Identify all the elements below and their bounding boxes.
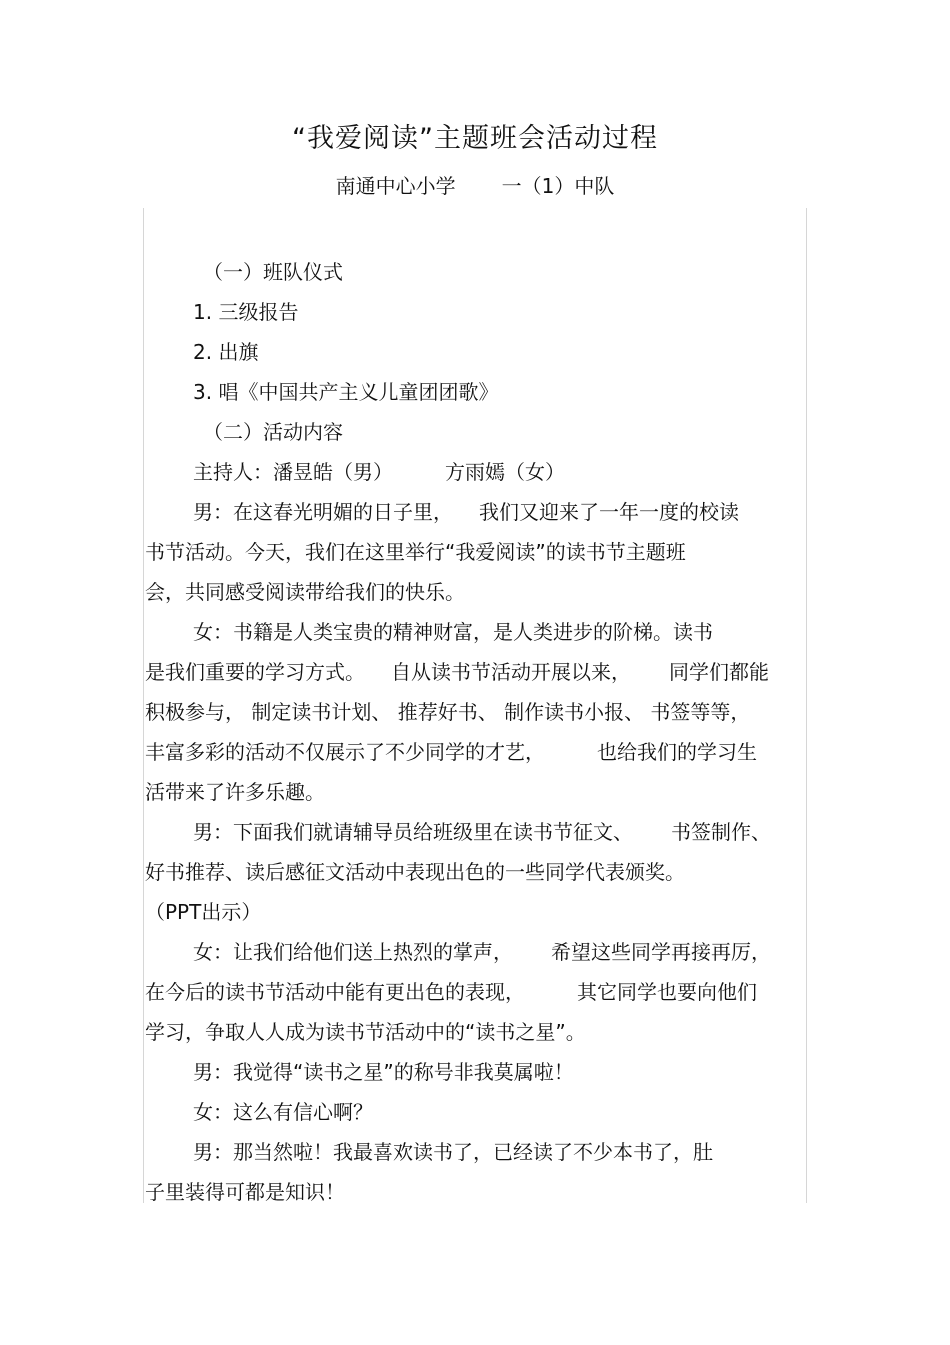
paragraph-line: 在今后的读书节活动中能有更出色的表现， 其它同学也要向他们 — [145, 980, 757, 1004]
document-subtitle — [0, 170, 950, 199]
paragraph-line: 女：书籍是人类宝贵的精神财富，是人类进步的阶梯。读书 — [193, 620, 713, 644]
section-heading: （二）活动内容 — [203, 420, 343, 444]
list-item: 1. 三级报告 — [193, 300, 299, 324]
class-name: 一（1）中队 — [501, 174, 615, 198]
school-name: 南通中心小学 — [335, 174, 456, 198]
right-border-line — [806, 208, 807, 1203]
paragraph-line: 是我们重要的学习方式。 自从读书节活动开展以来， 同学们都能 — [145, 660, 769, 684]
paragraph-line: 男：那当然啦！我最喜欢读书了，已经读了不少本书了，肚 — [193, 1140, 713, 1164]
paragraph-line: 子里装得可都是知识！ — [145, 1180, 345, 1204]
paragraph-line: 丰富多彩的活动不仅展示了不少同学的才艺， 也给我们的学习生 — [145, 740, 757, 764]
paragraph-line: 男：在这春光明媚的日子里， 我们又迎来了一年一度的校读 — [193, 500, 739, 524]
paragraph-line: 男：我觉得“读书之星”的称号非我莫属啦！ — [193, 1060, 574, 1084]
section-heading: （一）班队仪式 — [203, 260, 343, 284]
paragraph-line: 好书推荐、读后感征文活动中表现出色的一些同学代表颁奖。 — [145, 860, 685, 884]
host-line — [145, 452, 805, 492]
paragraph-line: 积极参与， 制定读书计划、 推荐好书、 制作读书小报、 书签等等， — [145, 700, 751, 724]
paragraph-line: 女：让我们给他们送上热烈的掌声， 希望这些同学再接再厉， — [193, 940, 771, 964]
list-item: 2. 出旗 — [193, 340, 259, 364]
paragraph-line: 会，共同感受阅读带给我们的快乐。 — [145, 580, 465, 604]
host-male: 主持人：潘昱皓（男） — [193, 460, 393, 484]
paragraph-line: 男：下面我们就请辅导员给班级里在读书节征文、 书签制作、 — [193, 820, 771, 844]
document-title: “我爱阅读”主题班会活动过程 — [292, 123, 658, 154]
paragraph-line: （PPT出示） — [145, 900, 262, 924]
paragraph-line: 活带来了许多乐趣。 — [145, 780, 325, 804]
list-item: 3. 唱《中国共产主义儿童团团歌》 — [193, 380, 499, 404]
document-body — [145, 252, 805, 1212]
paragraph-line: 学习，争取人人成为读书节活动中的“读书之星”。 — [145, 1020, 586, 1044]
paragraph-line: 女：这么有信心啊？ — [193, 1100, 373, 1124]
host-female: 方雨嫣（女） — [445, 460, 565, 484]
paragraph-line: 书节活动。今天，我们在这里举行“我爱阅读”的读书节主题班 — [145, 540, 686, 564]
left-border-line — [143, 208, 144, 1203]
